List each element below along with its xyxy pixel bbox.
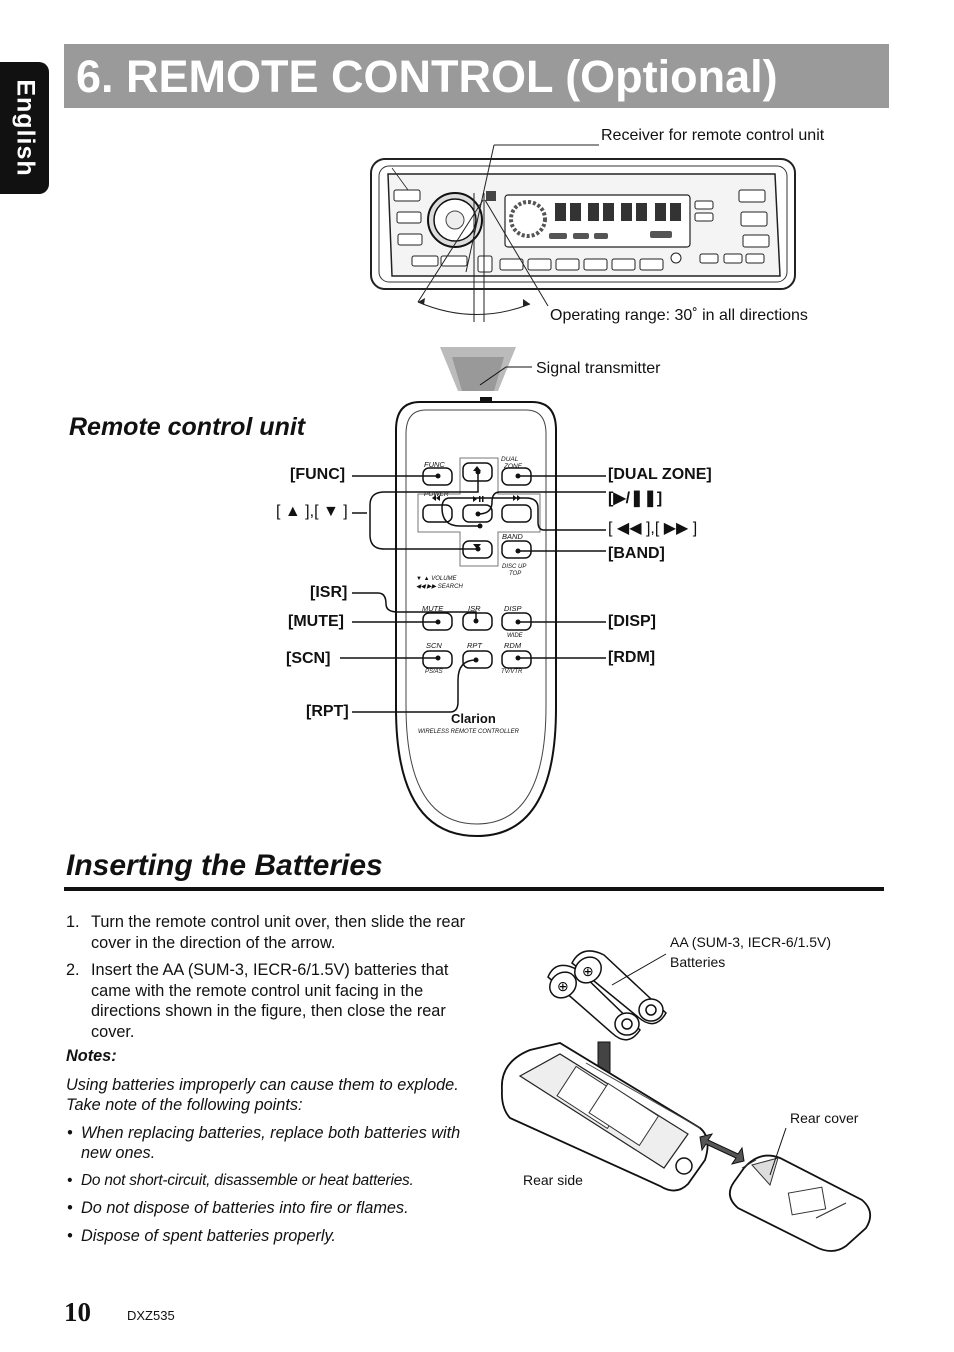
remote-control-illustration — [340, 347, 606, 836]
rear-cover-label: Rear cover — [790, 1110, 859, 1126]
notes-list — [66, 1123, 481, 1247]
heading-rule — [64, 887, 884, 891]
notes-heading: Notes: — [66, 1047, 117, 1065]
remote-print-dual: DUAL — [501, 456, 519, 463]
callout-up-down: [ ▲ ],[ ▼ ] — [276, 503, 348, 520]
aa-battery-label-1: AA (SUM-3, IECR-6/1.5V) — [670, 934, 832, 950]
callout-disp: [DISP] — [608, 613, 656, 630]
callout-rew-ff: [ ◀◀ ],[ ▶▶ ] — [608, 520, 698, 537]
remote-print-subtitle: WIRELESS REMOTE CONTROLLER — [418, 729, 520, 735]
notes-intro: Using batteries improperly can cause them to explode. Take note of the following points: — [66, 1075, 459, 1114]
language-tab-label: English — [11, 79, 39, 177]
callout-mute: [MUTE] — [288, 613, 344, 630]
rear-side-label: Rear side — [523, 1172, 583, 1188]
callout-scn: [SCN] — [286, 650, 331, 667]
callout-dual-zone: [DUAL ZONE] — [608, 466, 712, 483]
remote-heading: Remote control unit — [69, 413, 306, 441]
remote-print-rdm: RDM — [504, 641, 522, 650]
remote-print-isr: ISR — [468, 604, 481, 613]
remote-print-rpt: RPT — [467, 641, 482, 650]
battery-steps — [66, 912, 481, 1049]
svg-text:⊕: ⊕ — [582, 963, 594, 979]
callout-rdm: [RDM] — [608, 649, 656, 666]
svg-text:⊕: ⊕ — [557, 978, 569, 994]
remote-print-volume: ▼ ▲ VOLUME — [416, 576, 457, 582]
note-item: • When replacing batteries, replace both batteries with new ones. — [67, 1123, 461, 1162]
remote-print-wide: WIDE — [507, 633, 523, 639]
remote-print-power: POWER — [424, 491, 449, 498]
remote-print-zone: ZONE — [504, 463, 523, 470]
signal-transmitter-label: Signal transmitter — [536, 360, 661, 377]
batteries-heading: Inserting the Batteries — [66, 849, 383, 882]
remote-print-func: FUNC — [424, 460, 445, 469]
step-item: 1. Turn the remote control unit over, then slide the rear cover in the direction of the arrow. — [66, 913, 466, 952]
page-number: 10 — [64, 1297, 91, 1327]
remote-print-disp: DISP — [504, 604, 522, 613]
page-title: 6. REMOTE CONTROL (Optional) — [76, 51, 778, 102]
note-item: • Do not short-circuit, disassemble or heat batteries. — [67, 1171, 414, 1189]
notes-block — [66, 1046, 481, 1253]
note-item: • Dispose of spent batteries properly. — [67, 1226, 336, 1245]
step-item: 2. Insert the AA (SUM-3, IECR-6/1.5V) batteries that came with the remote control unit facing in the directions shown in the figure, then close the rear cover. — [66, 961, 449, 1041]
callout-band: [BAND] — [608, 545, 665, 562]
operating-range-label: Operating range: 30˚ in all directions — [550, 307, 808, 324]
battery-illustration — [502, 951, 870, 1251]
remote-print-search: ◀◀ ▶▶ SEARCH — [416, 584, 463, 590]
remote-brand-logo: Clarion — [451, 711, 496, 726]
head-unit-illustration — [371, 145, 795, 322]
remote-print-scn: SCN — [426, 641, 442, 650]
remote-print-mute: MUTE — [422, 604, 444, 613]
receiver-label: Receiver for remote control unit — [601, 127, 825, 144]
callout-play-pause: [▶/❚❚] — [608, 490, 663, 507]
model-number: DXZ535 — [127, 1308, 175, 1323]
callout-func: [FUNC] — [290, 466, 346, 483]
note-item: • Do not dispose of batteries into fire or flames. — [67, 1199, 409, 1217]
remote-print-band: BAND — [502, 532, 523, 541]
remote-print-top: TOP — [509, 571, 522, 577]
remote-print-psas: PS/AS — [425, 669, 443, 675]
aa-battery-label-2: Batteries — [670, 954, 726, 970]
callout-isr: [ISR] — [310, 584, 348, 601]
remote-print-tvvtr: TV/VTR — [501, 669, 523, 675]
remote-print-disc-up: DISC UP — [502, 564, 527, 570]
callout-rpt: [RPT] — [306, 703, 349, 720]
